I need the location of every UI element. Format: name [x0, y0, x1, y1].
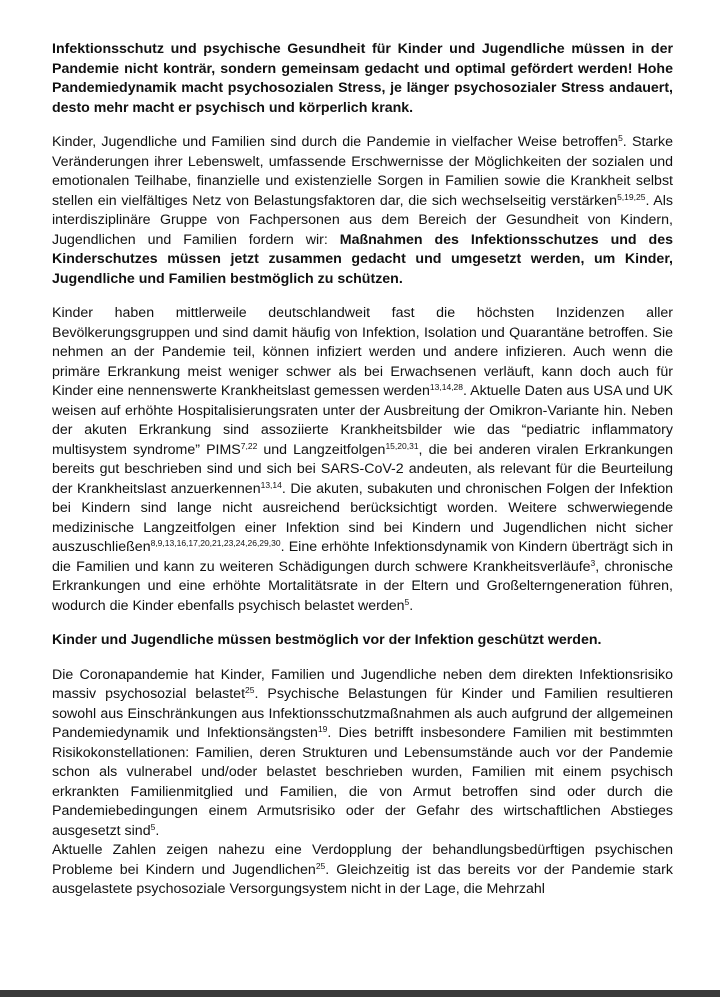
page-bottom-edge [0, 990, 720, 997]
paragraph-psychosocial-stress [52, 666, 673, 842]
paragraph-text: . Eine erhöhte Infektionsdynamik von Kindern überträgt sich in die Familien und kann zu weiteren Schädigungen durch schwere Krankheitsverläufe [52, 539, 673, 575]
footnote-ref: 8,9,13,16,17,20,21,23,24,26,29,30 [150, 538, 281, 548]
footnote-ref: 5 [404, 596, 410, 607]
footnote-ref: 5 [618, 133, 623, 143]
paragraph-text: Kinder haben mittlerweile deutschlandweit fast die höchsten Inzidenzen aller Bevölkerungsgruppen und sind damit häufig von Infektion, Isolation und Quarantäne betroffen. Sie nehmen an der Pandemie teil, können infiziert werden und andere infizieren. Auch wenn die primäre Erkrankung meist weniger schwer als bei Erwachsenen verläuft, kann doch auch für Kinder eine nennenswerte Krankheitslast gemessen werden [52, 305, 673, 399]
paragraph-text: , chronische Erkrankungen und eine erhöhte Mortalitätsrate in der Eltern und Großelterngeneration führen, wodurch die Kinder ebenfalls psychisch belastet werden [52, 558, 673, 614]
paragraph-text: . Als interdisziplinäre Gruppe von Fachpersonen aus dem Bereich der Gesundheit von Kindern, Jugendlichen und Familien fordern wir: [52, 192, 673, 248]
document-body [52, 40, 673, 900]
paragraph-text: . Starke Veränderungen ihrer Lebenswelt, umfassende Erschwernisse der Möglichkeiten der sozialen und emotionalen Teilhabe, finanzielle und existenzielle Sorgen in Familien sowie die Krankheit selbst stellen ein vielfältiges Netz von Belastungsfaktoren dar, die sich wechselseitig verstärken [52, 134, 674, 209]
paragraph-current-figures [52, 841, 673, 900]
demand-statement: Maßnahmen des Infektionsschutzes und des Kinderschutzes müssen jetzt zusammen gedacht und umgesetzt werden, um Kinder, Jugendliche und Familien bestmöglich zu schützen. [52, 231, 673, 287]
paragraph-text: . Die akuten, subakuten und chronischen Folgen der Infektion bei Kindern sind lange nicht ausreichend berücksichtigt worden. Weitere schwerwiegende medizinische Langzeitfolgen einer Infektion sind bei Kindern und Jugendlichen nicht sicher auszuschließen [52, 480, 673, 555]
paragraph-text: . Gleichzeitig ist das bereits vor der Pandemie stark ausgelastete psychosoziale Versorgungsystem nicht in der Lage, die Mehrzahl [52, 861, 673, 897]
paragraph-text: und Langzeitfolgen [257, 441, 386, 458]
footnote-ref: 19 [317, 724, 328, 734]
paragraph-disease-burden [52, 304, 673, 616]
section-heading: Kinder und Jugendliche müssen bestmöglich vor der Infektion geschützt werden. [52, 632, 602, 648]
footnote-ref: 7,22 [240, 440, 258, 451]
footnote-ref: 25 [245, 685, 255, 695]
paragraph-text: . [409, 597, 414, 614]
footnote-ref: 13,14,28 [429, 382, 464, 392]
paragraph-text: . Aktuelle Daten aus USA und UK weisen auf erhöhte Hospitalisierungsraten unter der Ausbreitung der Omikron-Variante hin. Neben der akuten Erkrankung sind assoziierte Krankheitsbilder wie das “pediatric inflammatory multisystem syndrome” PIMS [52, 383, 673, 458]
paragraph-text: . Psychische Belastungen für Kinder und Familien resultieren sowohl aus Einschränkungen aus Infektionsschutzmaßnahmen als auch aufgrund der allgemeinen Pandemiedynamik und Infektionsängsten [52, 686, 673, 741]
paragraph-text: , die bei anderen viralen Erkrankungen bereits gut beschrieben sind und sich bei SARS-CoV-2 andeuten, als relevant für die Beurteilung der Krankheitslast anzuerkennen [52, 441, 673, 497]
footnote-ref: 25 [315, 860, 326, 871]
footnote-ref: 13,14 [260, 479, 282, 490]
footnote-ref: 15,20,31 [385, 440, 419, 451]
footnote-ref: 5,19,25 [617, 191, 646, 202]
paragraph-text: Aktuelle Zahlen zeigen nahezu eine Verdopplung der behandlungsbedürftigen psychischen Probleme bei Kindern und Jugendlichen [52, 842, 673, 878]
intro-paragraph: Infektionsschutz und psychische Gesundheit für Kinder und Jugendliche müssen in der Pandemie nicht konträr, sondern gemeinsam gedacht und optimal gefördert werden! Hohe Pandemiedynamik macht psychosozialen Stress, je länger psychosozialer Stress andauert, desto mehr macht er psychisch und körperlich krank. [52, 41, 673, 116]
footnote-ref: 3 [590, 557, 596, 568]
paragraph-text: . [155, 822, 160, 839]
footnote-ref: 5 [150, 821, 156, 832]
paragraph-text: Die Coronapandemie hat Kinder, Familien und Jugendliche neben dem direkten Infektionsrisiko massiv psychosozial belastet [52, 666, 673, 702]
paragraph-text: Kinder, Jugendliche und Familien sind durch die Pandemie in vielfacher Weise betroffen [52, 134, 619, 150]
paragraph-text: . Dies betrifft insbesondere Familien mit bestimmten Risikokonstellationen: Familien, deren Strukturen und Lebensumstände auch vor der Pandemie schon als vulnerabel und/oder belastet beschrieben wurden, Familien mit einem psychisch erkrankten Familienmitglied und Familien, die von Armut betroffen sind oder durch die Pandemiebedingungen einem Armutsrisiko oder der Gefahr des wirtschaftlichen Abstieges ausgesetzt sind [52, 725, 673, 839]
paragraph-effects-on-families [52, 133, 673, 289]
